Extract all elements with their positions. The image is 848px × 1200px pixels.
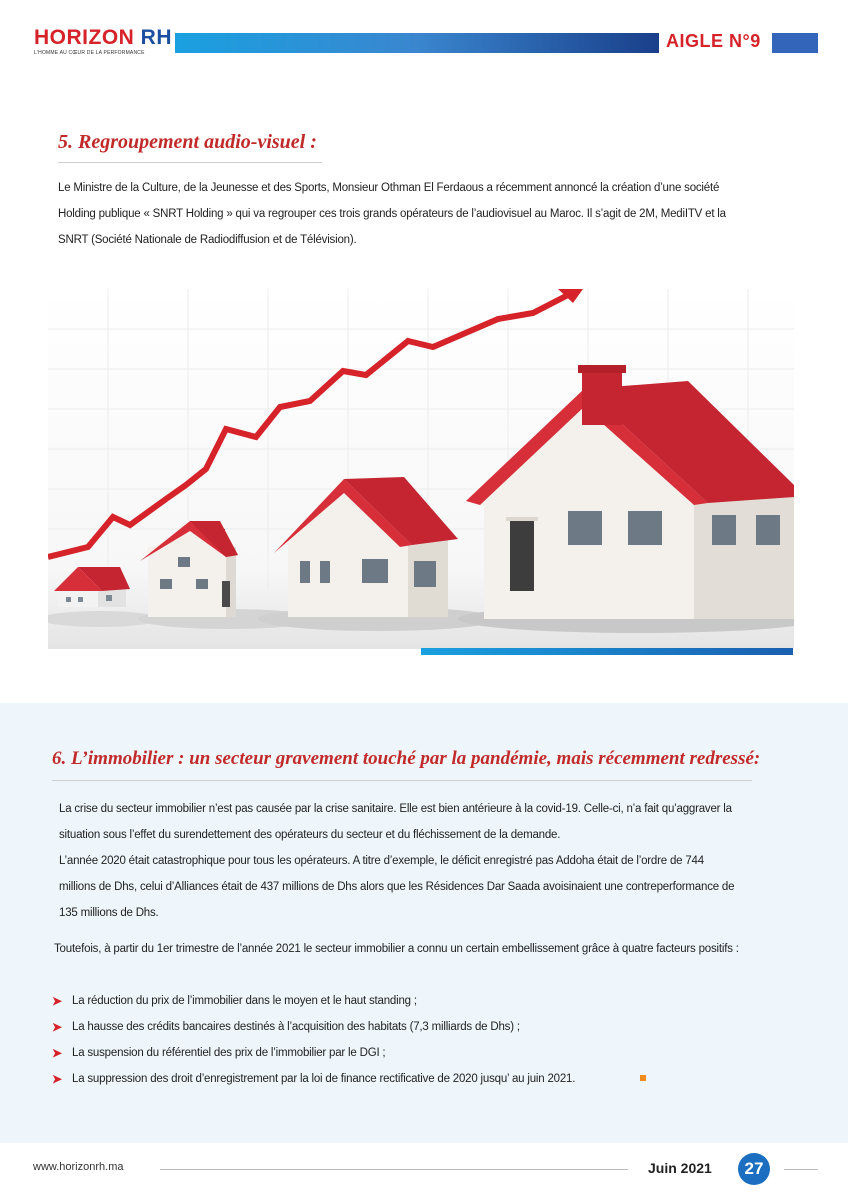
section-6-line-5: 135 millions de Dhs. xyxy=(59,907,159,919)
footer-url[interactable]: www.horizonrh.ma xyxy=(33,1161,124,1173)
article-end-mark xyxy=(640,1075,646,1081)
header-blue-block xyxy=(772,33,818,53)
factor-text: La hausse des crédits bancaires destinés à l’acquisition des habitats (7,3 milliards de Dhs) ; xyxy=(72,1021,520,1033)
section-6-paragraph-1 xyxy=(59,796,804,926)
section-6-line-1: La crise du secteur immobilier n’est pas causée par la crise sanitaire. Elle est bien antérieure à la covid-19. Celle-ci, n’a fait qu’aggraver la xyxy=(59,803,732,815)
magazine-title: AIGLE N°9 xyxy=(666,31,761,51)
section-6-line-2: situation sous l’effet du surendettement des opérateurs du secteur et du fléchissement de la demande. xyxy=(59,829,561,841)
logo-horizon: HORIZON xyxy=(34,26,135,49)
logo-rh: RH xyxy=(140,26,173,49)
bullet-arrow-icon: ➤ xyxy=(52,1046,62,1060)
section-5-line-2: Holding publique « SNRT Holding » qui va regrouper ces trois grands opérateurs de l’audiovisuel au Maroc. Il s’agit de 2M, MediITV et la xyxy=(58,208,726,220)
section-6-line-3: L’année 2020 était catastrophique pour tous les opérateurs. A titre d’exemple, le déficit enregistré pas Addoha était de l’ordre de 744 xyxy=(59,855,704,867)
section-5-paragraph xyxy=(58,175,798,253)
logo-tagline: L'HOMME AU CŒUR DE LA PERFORMANCE xyxy=(34,50,145,56)
footer-date: Juin 2021 xyxy=(648,1160,712,1176)
section-6-rule xyxy=(52,780,752,781)
factor-text: La suspension du référentiel des prix de l’immobilier par le DGI ; xyxy=(72,1047,386,1059)
houses-growth-picture xyxy=(48,289,794,649)
factor-item xyxy=(50,988,575,1014)
picture-accent-bar xyxy=(421,648,793,655)
logo-wordmark xyxy=(34,28,172,48)
bullet-arrow-icon: ➤ xyxy=(52,994,62,1008)
section-5-rule xyxy=(58,162,322,163)
header-gradient-bar xyxy=(175,33,659,53)
bullet-arrow-icon: ➤ xyxy=(52,1020,62,1034)
section-6-paragraph-2: Toutefois, à partir du 1er trimestre de l’année 2021 le secteur immobilier a connu un certain embellissement grâce à quatre facteurs positifs : xyxy=(54,943,739,955)
section-5-title: 5. Regroupement audio-visuel : xyxy=(58,131,317,153)
factor-item xyxy=(50,1040,575,1066)
footer-rule-end xyxy=(784,1169,818,1170)
factors-list xyxy=(50,988,575,1092)
factor-item xyxy=(50,1066,575,1092)
bullet-arrow-icon: ➤ xyxy=(52,1072,62,1086)
factor-text: La réduction du prix de l’immobilier dans le moyen et le haut standing ; xyxy=(72,995,417,1007)
section-5-line-3: SNRT (Société Nationale de Radiodiffusion et de Télévision). xyxy=(58,234,357,246)
horizon-rh-logo xyxy=(34,28,172,56)
page-number-badge: 27 xyxy=(738,1153,770,1185)
factor-text: La suppression des droit d’enregistrement par la loi de finance rectificative de 2020 jusqu’ au juin 2021. xyxy=(72,1073,576,1085)
section-6-title: 6. L’immobilier : un secteur gravement touché par la pandémie, mais récemment redressé: xyxy=(52,748,761,769)
factor-item xyxy=(50,1014,575,1040)
section-6-line-4: millions de Dhs, celui d’Alliances était de 437 millions de Dhs alors que les Résidences Dar Saada avoisinaient une contreperformance de xyxy=(59,881,735,893)
section-5-line-1: Le Ministre de la Culture, de la Jeunesse et des Sports, Monsieur Othman El Ferdaous a récemment annoncé la création d’une société xyxy=(58,182,720,194)
footer-rule xyxy=(160,1169,628,1170)
